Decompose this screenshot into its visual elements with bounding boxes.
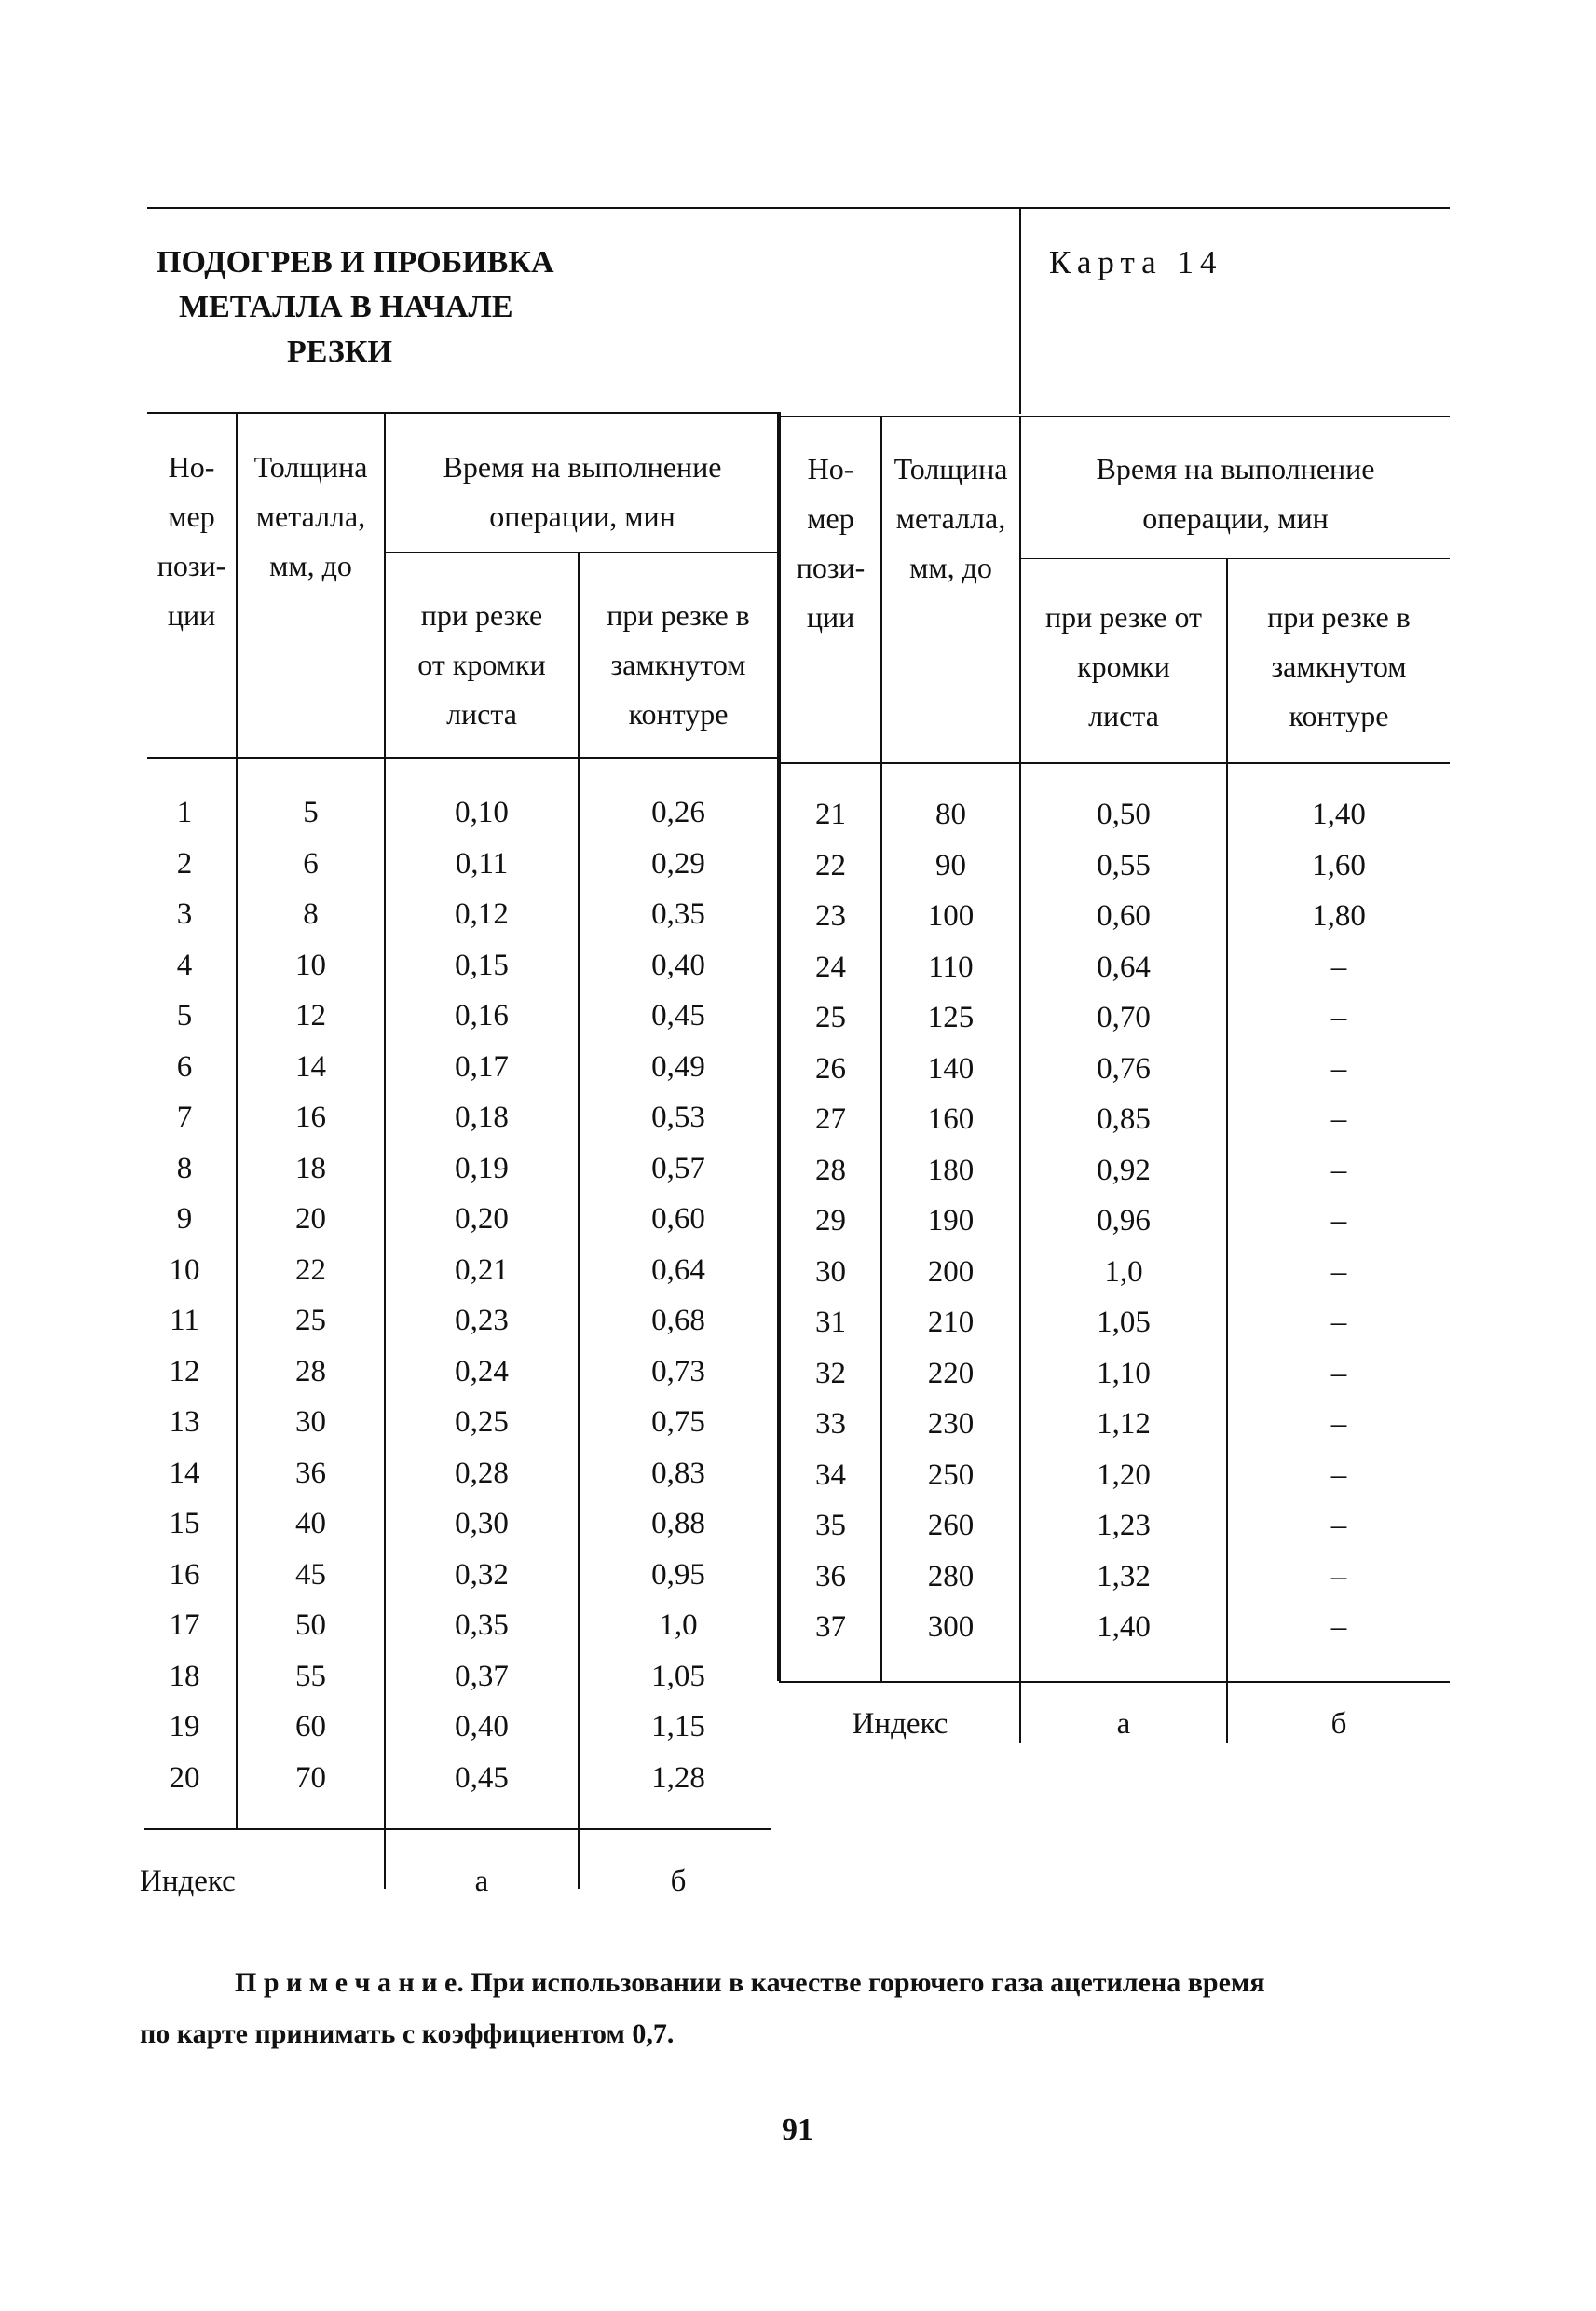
cell-thickness: 220 — [927, 1356, 975, 1390]
cell-edge-time: 0,17 — [455, 1049, 509, 1084]
cell-edge-time: 1,40 — [1097, 1610, 1151, 1644]
cell-thickness: 260 — [927, 1509, 975, 1542]
cell-thickness: 10 — [295, 948, 326, 982]
cell-thickness: 80 — [935, 798, 966, 831]
cell-closed-time: 1,05 — [651, 1659, 705, 1693]
cell-edge-time: 1,0 — [1104, 1254, 1143, 1289]
cell-thickness: 14 — [295, 1049, 326, 1084]
cell-edge-time: 0,25 — [455, 1405, 509, 1439]
cell-closed-time: – — [1330, 1559, 1347, 1593]
cell-edge-time: 0,15 — [455, 948, 509, 982]
cell-thickness: 40 — [295, 1507, 326, 1540]
note-line-2: по карте принимать с коэффициентом 0,7. — [140, 2018, 675, 2049]
cell-thickness: 5 — [303, 796, 319, 829]
cell-position: 15 — [169, 1507, 200, 1540]
cell-thickness: 110 — [928, 950, 974, 984]
right-index-b: б — [1330, 1707, 1347, 1741]
cell-position: 8 — [176, 1151, 193, 1185]
cell-edge-time: 0,92 — [1097, 1153, 1151, 1187]
cell-edge-time: 0,45 — [455, 1760, 509, 1795]
cell-edge-time: 1,05 — [1097, 1306, 1151, 1339]
cell-position: 17 — [169, 1608, 200, 1642]
header-bottom-rule-left — [147, 757, 781, 759]
cell-edge-time: 1,32 — [1097, 1559, 1151, 1593]
cell-position: 18 — [169, 1659, 200, 1693]
cell-thickness: 300 — [927, 1610, 975, 1644]
cell-position: 16 — [169, 1557, 200, 1592]
cell-position: 20 — [169, 1760, 200, 1795]
cell-closed-time: 0,57 — [651, 1151, 705, 1185]
cell-position: 32 — [815, 1356, 846, 1390]
cell-closed-time: – — [1330, 1407, 1347, 1441]
cell-edge-time: 0,20 — [455, 1202, 509, 1236]
cell-position: 30 — [815, 1254, 846, 1289]
cell-edge-time: 0,16 — [455, 999, 509, 1032]
cell-closed-time: 0,53 — [651, 1101, 705, 1134]
cell-thickness: 140 — [927, 1051, 975, 1086]
header-thickness: Толщина металла, мм, до — [253, 450, 368, 582]
cell-position: 24 — [815, 950, 846, 984]
cell-closed-time: 1,80 — [1312, 899, 1366, 933]
cell-thickness: 90 — [935, 848, 966, 882]
right-index-a: а — [1116, 1707, 1131, 1741]
cell-closed-time: – — [1330, 1356, 1347, 1390]
cell-thickness: 28 — [295, 1354, 326, 1388]
header-edge-cut: при резке от кромки листа — [417, 598, 546, 731]
cell-position: 13 — [169, 1405, 200, 1439]
subheader-rule-right — [1019, 558, 1450, 559]
cell-edge-time: 0,21 — [455, 1252, 509, 1287]
cell-closed-time: – — [1330, 1610, 1347, 1644]
right-table-bottom-rule — [779, 1681, 1450, 1683]
cell-closed-time: – — [1330, 1102, 1347, 1136]
cell-edge-time: 0,30 — [455, 1507, 509, 1540]
cell-position: 25 — [815, 1001, 846, 1034]
cell-position: 36 — [815, 1559, 846, 1593]
cell-thickness: 230 — [927, 1407, 975, 1441]
cell-position: 6 — [176, 1049, 193, 1084]
header-closed-contour: при резке в замкнутом контуре — [607, 598, 750, 731]
cell-edge-time: 0,24 — [455, 1354, 509, 1388]
left-index-a: а — [474, 1865, 489, 1898]
cell-position: 21 — [815, 798, 846, 831]
header-position-number: Но- мер пози- ции — [157, 450, 226, 632]
cell-closed-time: 0,40 — [651, 948, 705, 982]
cell-edge-time: 0,70 — [1097, 1001, 1151, 1034]
note-lead: П р и м е ч а н и е. — [235, 1967, 464, 1998]
header-operation-time: Время на выполнение операции, мин — [443, 450, 722, 533]
cell-thickness: 70 — [295, 1760, 326, 1795]
cell-position: 5 — [176, 999, 193, 1032]
header-bottom-rule-right — [779, 762, 1450, 764]
cell-position: 34 — [815, 1457, 846, 1492]
cell-closed-time: 1,40 — [1312, 798, 1366, 831]
cell-edge-time: 0,64 — [1097, 950, 1151, 984]
cell-thickness: 210 — [927, 1306, 975, 1339]
cell-closed-time: – — [1330, 1254, 1347, 1289]
cell-closed-time: 0,88 — [651, 1507, 705, 1540]
cell-closed-time: 0,60 — [651, 1202, 705, 1236]
cell-edge-time: 1,12 — [1097, 1407, 1151, 1441]
cell-position: 19 — [169, 1710, 200, 1744]
cell-position: 2 — [176, 846, 193, 881]
cell-closed-time: – — [1330, 1457, 1347, 1492]
cell-closed-time: 0,68 — [651, 1304, 705, 1337]
cell-edge-time: 0,55 — [1097, 848, 1151, 882]
header-edge-cut: при резке от кромки листа — [1045, 600, 1202, 732]
page-number: 91 — [782, 2113, 813, 2147]
header-top-rule-left — [147, 412, 781, 414]
cell-thickness: 8 — [303, 897, 319, 931]
cell-edge-time: 0,37 — [455, 1659, 509, 1693]
cell-thickness: 25 — [295, 1304, 326, 1337]
cell-thickness: 50 — [295, 1608, 326, 1642]
cell-thickness: 55 — [295, 1659, 326, 1693]
cell-closed-time: 1,15 — [651, 1710, 705, 1744]
cell-edge-time: 0,76 — [1097, 1051, 1151, 1086]
note-text-1: При использовании в качестве горючего газа ацетилена время — [463, 1967, 1265, 1998]
cell-closed-time: – — [1330, 1001, 1347, 1034]
cell-thickness: 6 — [303, 846, 319, 881]
header-operation-time: Время на выполнение операции, мин — [1096, 452, 1375, 535]
subheader-rule-left — [384, 552, 779, 553]
cell-position: 10 — [169, 1252, 200, 1287]
cell-position: 14 — [169, 1456, 200, 1490]
cell-position: 31 — [815, 1306, 846, 1339]
cell-thickness: 100 — [927, 899, 975, 933]
cell-edge-time: 0,18 — [455, 1101, 509, 1134]
cell-edge-time: 1,20 — [1097, 1457, 1151, 1492]
cell-closed-time: – — [1330, 950, 1347, 984]
cell-position: 35 — [815, 1509, 846, 1542]
card-number: Карта 14 — [1049, 244, 1223, 280]
cell-closed-time: 0,75 — [651, 1405, 705, 1439]
cell-closed-time: 0,26 — [651, 796, 705, 829]
left-index-b: б — [670, 1865, 687, 1898]
cell-thickness: 36 — [295, 1456, 326, 1490]
cell-edge-time: 0,60 — [1097, 899, 1151, 933]
cell-edge-time: 0,35 — [455, 1608, 509, 1642]
top-rule — [147, 207, 1450, 209]
cell-position: 27 — [815, 1102, 846, 1136]
title-line-2: МЕТАЛЛА В НАЧАЛЕ — [179, 290, 513, 324]
header-position-number: Но- мер пози- ции — [796, 452, 866, 634]
cell-thickness: 200 — [927, 1254, 975, 1289]
header-top-rule-right — [779, 416, 1450, 417]
cell-position: 3 — [176, 897, 193, 931]
cell-edge-time: 0,19 — [455, 1151, 509, 1185]
cell-position: 28 — [815, 1153, 846, 1187]
cell-closed-time: 0,83 — [651, 1456, 705, 1490]
cell-position: 29 — [815, 1204, 846, 1238]
cell-thickness: 180 — [927, 1153, 975, 1187]
header-closed-contour: при резке в замкнутом контуре — [1267, 600, 1411, 732]
cell-closed-time: – — [1330, 1051, 1347, 1086]
cell-edge-time: 0,40 — [455, 1710, 509, 1744]
cell-edge-time: 0,11 — [455, 846, 509, 881]
cell-thickness: 160 — [927, 1102, 975, 1136]
cell-edge-time: 0,96 — [1097, 1204, 1151, 1238]
cell-closed-time: 0,49 — [651, 1049, 705, 1084]
cell-closed-time: 0,45 — [651, 999, 705, 1032]
title-line-3: РЕЗКИ — [287, 335, 392, 369]
cell-edge-time: 0,28 — [455, 1456, 509, 1490]
title-divider — [1019, 207, 1021, 414]
cell-position: 9 — [176, 1202, 193, 1236]
cell-position: 37 — [815, 1610, 846, 1644]
cell-position: 1 — [176, 796, 193, 829]
cell-thickness: 16 — [295, 1101, 326, 1134]
header-thickness: Толщина металла, мм, до — [893, 452, 1008, 584]
left-table-bottom-rule — [144, 1828, 771, 1830]
cell-closed-time: – — [1330, 1306, 1347, 1339]
cell-edge-time: 0,50 — [1097, 798, 1151, 831]
title-line-1: ПОДОГРЕВ И ПРОБИВКА — [157, 245, 554, 280]
cell-edge-time: 0,23 — [455, 1304, 509, 1337]
cell-edge-time: 0,10 — [455, 796, 509, 829]
cell-thickness: 280 — [927, 1559, 975, 1593]
right-index-label: Индекс — [852, 1707, 948, 1741]
cell-thickness: 22 — [295, 1252, 326, 1287]
cell-position: 33 — [815, 1407, 846, 1441]
note-line-1 — [235, 1957, 1265, 2009]
cell-thickness: 30 — [295, 1405, 326, 1439]
cell-position: 22 — [815, 848, 846, 882]
cell-thickness: 12 — [295, 999, 326, 1032]
cell-closed-time: 1,28 — [651, 1760, 705, 1795]
cell-thickness: 125 — [927, 1001, 975, 1034]
cell-position: 26 — [815, 1051, 846, 1086]
cell-edge-time: 1,10 — [1097, 1356, 1151, 1390]
cell-closed-time: 0,73 — [651, 1354, 705, 1388]
cell-thickness: 190 — [927, 1204, 975, 1238]
cell-edge-time: 1,23 — [1097, 1509, 1151, 1542]
left-index-label: Индекс — [140, 1865, 236, 1898]
cell-closed-time: 1,0 — [659, 1608, 698, 1642]
cell-closed-time: – — [1330, 1204, 1347, 1238]
cell-position: 11 — [170, 1304, 199, 1337]
cell-closed-time: – — [1330, 1153, 1347, 1187]
cell-thickness: 60 — [295, 1710, 326, 1744]
cell-closed-time: 0,95 — [651, 1557, 705, 1592]
cell-closed-time: – — [1330, 1509, 1347, 1542]
cell-thickness: 20 — [295, 1202, 326, 1236]
cell-thickness: 18 — [295, 1151, 326, 1185]
cell-edge-time: 0,32 — [455, 1557, 509, 1592]
cell-position: 23 — [815, 899, 846, 933]
cell-thickness: 250 — [927, 1457, 975, 1492]
cell-closed-time: 1,60 — [1312, 848, 1366, 882]
cell-thickness: 45 — [295, 1557, 326, 1592]
cell-position: 12 — [169, 1354, 200, 1388]
cell-closed-time: 0,64 — [651, 1252, 705, 1287]
cell-edge-time: 0,12 — [455, 897, 509, 931]
cell-position: 4 — [176, 948, 193, 982]
cell-edge-time: 0,85 — [1097, 1102, 1151, 1136]
cell-position: 7 — [176, 1101, 193, 1134]
cell-closed-time: 0,35 — [651, 897, 705, 931]
cell-closed-time: 0,29 — [651, 846, 705, 881]
